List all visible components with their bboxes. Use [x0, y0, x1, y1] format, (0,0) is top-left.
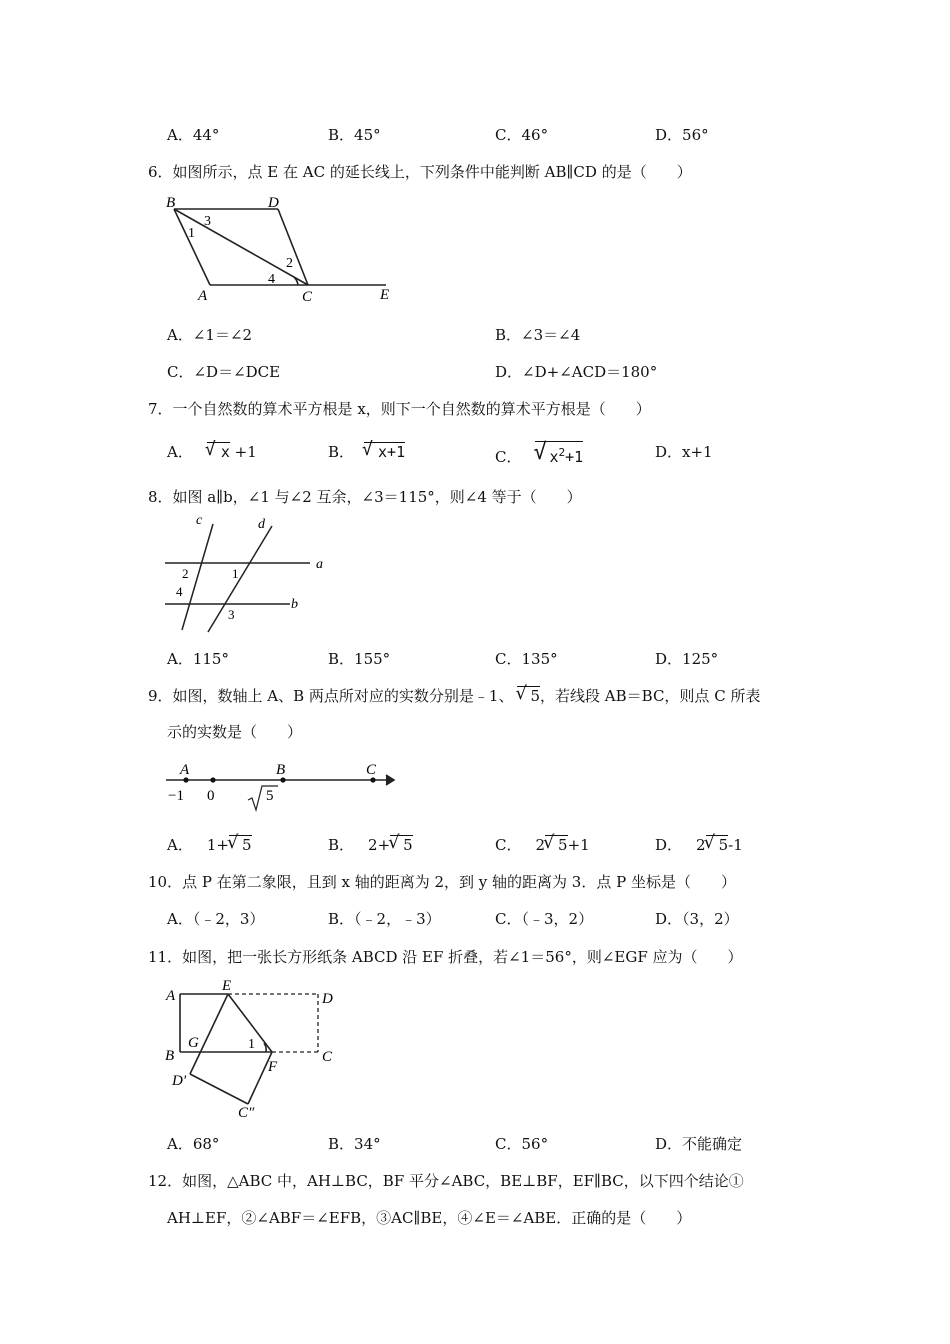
- q9-question-line2: 示的实数是（ ）: [167, 723, 303, 741]
- q8-option-d: D．125°: [655, 650, 719, 668]
- q8-label-4: 4: [176, 584, 183, 599]
- q6-option-b: B．∠3＝∠4: [495, 326, 581, 344]
- q11-label-F: F: [268, 1059, 278, 1075]
- q6-figure: [160, 195, 400, 307]
- q8-option-c: C．135°: [495, 650, 558, 668]
- q6-label-E: E: [380, 287, 390, 303]
- q7-option-a-radical: √ x: [204, 439, 230, 461]
- q6-option-a: A．∠1＝∠2: [167, 326, 253, 344]
- q7-question: 7．一个自然数的算术平方根是 x，则下一个自然数的算术平方根是（ ）: [148, 400, 651, 418]
- q9-number-line: [160, 758, 400, 816]
- q6-label-4: 4: [268, 272, 275, 287]
- q8-option-b: B．155°: [328, 650, 391, 668]
- q11-option-d: D．不能确定: [655, 1135, 743, 1153]
- q11-option-c: C．56°: [495, 1135, 549, 1153]
- q7-option-b-radical: √ x+1: [362, 439, 406, 461]
- q6-label-2: 2: [286, 256, 293, 271]
- q9-point-A: [183, 777, 188, 782]
- q7-option-c-radical: √ $x^2+1$: [533, 440, 584, 466]
- q11-label-1: 1: [248, 1037, 255, 1052]
- q6-label-C: C: [302, 289, 313, 305]
- q9-option-d-radical: √ 5: [703, 832, 729, 854]
- q6-label-A: A: [198, 288, 208, 304]
- q5-option-d: D．56°: [655, 126, 709, 144]
- q11-label-D: D: [322, 991, 333, 1007]
- q6-label-1: 1: [188, 226, 195, 241]
- q12-question-line1: 12．如图，△ABC 中，AH⊥BC，BF 平分∠ABC，BE⊥BF，EF∥BC，以下四个结论①: [148, 1172, 744, 1190]
- q11-label-Dprime: D′: [172, 1073, 187, 1089]
- q11-question: 11．如图，把一张长方形纸条 ABCD 沿 EF 折叠，若∠1＝56°，则∠EGF 应为（ ）: [148, 948, 743, 966]
- q9-point-C: [370, 777, 375, 782]
- q6-option-c: C．∠D＝∠DCE: [167, 363, 281, 381]
- q6-option-d: D．∠D+∠ACD＝180°: [495, 363, 658, 381]
- q9-label-minus1: −1: [168, 788, 184, 804]
- q12-question-line2: AH⊥EF，②∠ABF＝∠EFB，③AC∥BE，④∠E＝∠ABE．正确的是（ ）: [167, 1209, 692, 1227]
- q8-label-b: b: [291, 597, 298, 612]
- q9-radical: √ 5: [515, 683, 541, 705]
- q11-option-b: B．34°: [328, 1135, 381, 1153]
- q11-label-B: B: [165, 1048, 175, 1064]
- q6-label-D: D: [268, 195, 279, 211]
- q9-label-C: C: [366, 762, 377, 778]
- q11-option-a: A．68°: [167, 1135, 220, 1153]
- q9-question-line1: 9．如图，数轴上 A、B 两点所对应的实数分别是﹣1、 √ 5，若线段 AB＝BC，则点 C 所表: [148, 683, 761, 705]
- q6-question: 6．如图所示，点 E 在 AC 的延长线上，下列条件中能判断 AB∥CD 的是（ ）: [148, 163, 692, 181]
- q9-point-0: [210, 777, 215, 782]
- q7-option-a-prefix: A．: [167, 443, 193, 461]
- q9-option-b-radical: √ 5: [388, 832, 413, 854]
- q9-option-c-radical: √ 5: [543, 832, 568, 854]
- q10-option-a: A．（﹣2，3）: [167, 910, 265, 928]
- q11-label-E: E: [222, 978, 232, 994]
- q11-label-G: G: [188, 1035, 199, 1051]
- q8-label-a: a: [316, 557, 323, 572]
- q7-option-c: [495, 441, 583, 467]
- q6-label-B: B: [166, 195, 176, 211]
- q6-label-3: 3: [204, 214, 211, 229]
- q9-point-B: [280, 777, 285, 782]
- q8-label-1: 1: [232, 566, 239, 581]
- q8-figure: [160, 512, 340, 638]
- q9-option-c: C． 2 √ 5+1: [495, 832, 590, 854]
- q5-option-a: A．44°: [167, 126, 220, 144]
- q8-question: 8．如图 a∥b，∠1 与∠2 互余，∠3＝115°，则∠4 等于（ ）: [148, 488, 582, 506]
- q5-option-c: C．46°: [495, 126, 549, 144]
- q11-label-Cprime: C″: [238, 1105, 255, 1121]
- q10-question: 10．点 P 在第二象限，且到 x 轴的距离为 2，到 y 轴的距离为 3．点 P 坐标是（ ）: [148, 873, 736, 891]
- q8-label-c: c: [196, 513, 203, 528]
- q7-option-b-prefix: B．: [328, 443, 355, 461]
- q7-option-a: [167, 441, 257, 462]
- q9-option-a-radical: √ 5: [226, 832, 252, 854]
- q9-option-d: D． 2 √ 5-1: [655, 832, 743, 854]
- q9-label-B: B: [276, 762, 286, 778]
- q9-label-A: A: [180, 762, 190, 778]
- q9-option-a: A． 1+ √ 5: [167, 832, 252, 854]
- q9-label-sqrt5: 5: [266, 788, 274, 804]
- q9-option-b: B． 2+ √ 5: [328, 832, 413, 854]
- q5-option-b: B．45°: [328, 126, 381, 144]
- q8-label-2: 2: [182, 566, 189, 581]
- q7-option-c-prefix: C．: [495, 448, 522, 466]
- q7-option-a-suffix: +1: [229, 443, 257, 461]
- q9-label-0: 0: [207, 788, 215, 804]
- q11-figure: [160, 977, 350, 1122]
- q11-label-C: C: [322, 1049, 333, 1065]
- q10-option-b: B．（﹣2，﹣3）: [328, 910, 441, 928]
- q10-option-c: C．（﹣3，2）: [495, 910, 594, 928]
- q10-option-d: D．（3，2）: [655, 910, 739, 928]
- q7-option-b: [328, 441, 405, 462]
- q8-label-3: 3: [228, 607, 235, 622]
- q7-option-d: D．x+1: [655, 443, 713, 461]
- q11-label-A: A: [166, 988, 176, 1004]
- q8-label-d: d: [258, 517, 265, 532]
- q8-option-a: A．115°: [167, 650, 229, 668]
